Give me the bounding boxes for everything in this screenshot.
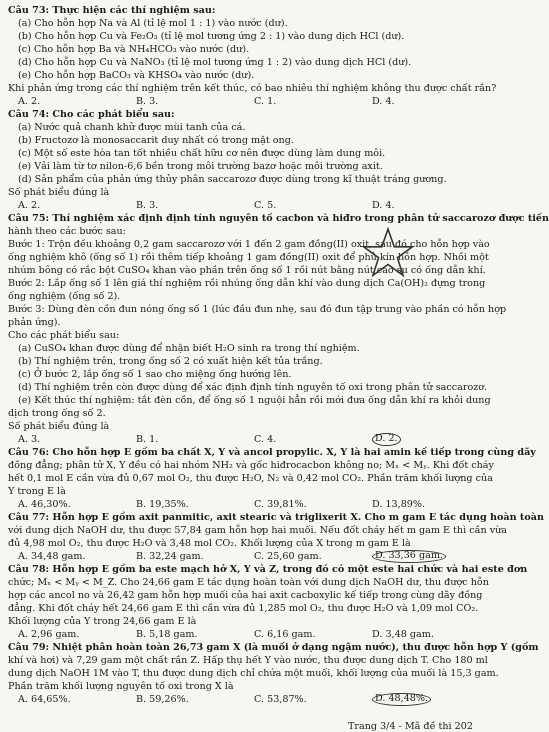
page-footer: Trang 3/4 - Mã đề thi 202 <box>347 721 473 732</box>
options <box>8 433 478 446</box>
statement: (b) Fructozơ là monosaccarit duy nhất có trong mật ong. <box>18 135 294 146</box>
question-title: Câu 73: Thực hiện các thí nghiệm sau: <box>8 5 216 16</box>
option-b: B. 3. <box>136 200 159 211</box>
step: Bước 3: Dùng đèn cồn đun nóng ống số 1 (lúc đầu đun nhẹ, sau đó đun tập trung vào phần có hỗn hợp <box>8 304 507 315</box>
option-a: A. 3. <box>18 434 41 445</box>
question-text: đẳng. Khi đốt cháy hết 24,66 gam E thì cần vừa đủ 1,285 mol O₂, thu được H₂O và 1,09 mol CO₂. <box>8 603 479 614</box>
question-76 <box>8 446 536 511</box>
question-prompt: Số phát biểu đúng là <box>8 421 110 432</box>
statement: (c) Một số este hòa tan tốt nhiều chất hữu cơ nên được dùng làm dung môi. <box>18 148 386 159</box>
statement: (d) Cho hỗn hợp Cu và NaNO₃ (tỉ lệ mol tương ứng 1 : 2) vào dung dịch HCl (dư). <box>18 57 412 68</box>
step: ống nghiệm khô (ống số 1) rồi thêm tiếp khoảng 1 gam đồng(II) oxit để phủ kín hỗn hợp. Nhồi một <box>8 252 489 263</box>
option-d: D. 2. <box>372 433 401 446</box>
handdrawn-star-icon <box>362 226 414 278</box>
statement: (e) Kết thúc thí nghiệm: tắt đèn cồn, để ống số 1 nguội hẳn rồi mới đưa ống dẫn khí ra khỏi dung <box>18 395 491 406</box>
option-d: D. 48,48%. <box>372 693 431 706</box>
question-prompt: Số phát biểu đúng là <box>8 187 110 198</box>
question-title-cont: hành theo các bước sau: <box>8 226 126 237</box>
statement: (a) CuSO₄ khan được dùng để nhận biết H₂O sinh ra trong thí nghiệm. <box>18 343 360 354</box>
statement: (e) Cho hỗn hợp BaCO₃ và KHSO₄ vào nước (dư). <box>18 70 255 81</box>
option-c: C. 39,81%. <box>254 499 307 510</box>
question-text: Y trong E là <box>8 486 66 497</box>
question-text: Câu 78: Hỗn hợp E gồm ba este mạch hở X, Y và Z, trong đó có một este hai chức và hai este đơn <box>8 564 528 575</box>
question-79 <box>8 641 539 706</box>
option-b: B. 19,35%. <box>136 499 189 510</box>
options <box>8 498 478 511</box>
option-c: C. 53,87%. <box>254 694 307 705</box>
question-text: Câu 77: Hỗn hợp E gồm axit panmitic, axit stearic và triglixerit X. Cho m gam E tác dụng hoàn toàn <box>8 512 544 523</box>
question-text: đủ 4,98 mol O₂, thu được H₂O và 3,48 mol CO₂. Khối lượng của X trong m gam E là <box>8 538 411 549</box>
option-b: B. 59,26%. <box>136 694 189 705</box>
intro: Cho các phát biểu sau: <box>8 330 120 341</box>
question-78 <box>8 563 528 641</box>
step: Bước 2: Lắp ống số 1 lên giá thí nghiệm rồi nhúng ống dẫn khí vào dung dịch Ca(OH)₂ đựng trong <box>8 278 486 289</box>
statement: (b) Cho hỗn hợp Cu và Fe₂O₃ (tỉ lệ mol tương ứng 2 : 1) vào dung dịch HCl (dư). <box>18 31 405 42</box>
question-74 <box>8 108 478 212</box>
option-d: D. 33,36 gam. <box>372 550 446 563</box>
question-prompt: Khi phản ứng trong các thí nghiệm trên kết thúc, có bao nhiêu thí nghiệm không thu được chất rắn? <box>8 83 497 94</box>
question-text: chức; Mₓ < Mᵧ < M_Z. Cho 24,66 gam E tác dụng hoàn toàn với dung dịch NaOH dư, thu được hỗn <box>8 577 489 588</box>
question-text: dung dịch NaOH 1M vào T, thu được dung dịch chỉ chứa một muối, khối lượng của muối là 15,3 gam. <box>8 668 499 679</box>
question-text: Khối lượng của Y trong 24,66 gam E là <box>8 616 197 627</box>
exam-page <box>8 4 549 728</box>
option-b: B. 5,18 gam. <box>136 629 198 640</box>
option-a: A. 46,30%. <box>18 499 71 510</box>
question-title: Câu 74: Cho các phát biểu sau: <box>8 109 175 120</box>
option-a: A. 2,96 gam. <box>18 629 80 640</box>
option-a: A. 34,48 gam. <box>18 551 86 562</box>
option-a: A. 2. <box>18 96 41 107</box>
option-d: D. 13,89%. <box>372 499 426 510</box>
options <box>8 628 478 641</box>
question-text: khí và hơi) và 7,29 gam một chất rắn Z. Hấp thụ hết Y vào nước, thu được dung dịch T. Cho 180 ml <box>8 655 488 666</box>
question-text: Câu 76: Cho hỗn hợp E gồm ba chất X, Y và ancol propylic. X, Y là hai amin kế tiếp trong cùng dãy <box>8 447 536 458</box>
question-77 <box>8 511 544 563</box>
option-a: A. 2. <box>18 200 41 211</box>
option-d: D. 4. <box>372 96 395 107</box>
statement: (b) Thí nghiệm trên, trong ống số 2 có xuất hiện kết tủa trắng. <box>18 356 323 367</box>
option-b: B. 1. <box>136 434 159 445</box>
option-b: B. 32,24 gam. <box>136 551 204 562</box>
option-b: B. 3. <box>136 96 159 107</box>
question-text: hợp các ancol no và 26,42 gam hỗn hợp muối của hai axit cacboxylic kế tiếp trong cùng dãy đồng <box>8 590 483 601</box>
options <box>8 550 478 563</box>
step: nhúm bông có rắc bột CuSO₄ khan vào phần trên ống số 1 rồi nút bằng nút cao su có ống dẫn khí. <box>8 265 486 276</box>
question-text: Phần trăm khối lượng nguyên tố oxi trong X là <box>8 681 234 692</box>
option-c: C. 5. <box>254 200 277 211</box>
question-text: hết 0,1 mol E cần vừa đủ 0,67 mol O₂, thu được H₂O, N₂ và 0,42 mol CO₂. Phần trăm khối lượng của <box>8 473 493 484</box>
question-text: đồng đẳng; phân tử X, Y đều có hai nhóm NH₂ và gốc hiđrocacbon không no; Mₓ < Mᵧ. Khi đốt cháy <box>8 460 494 471</box>
option-a: A. 64,65%. <box>18 694 71 705</box>
statement: (a) Cho hỗn hợp Na và Al (tỉ lệ mol 1 : 1) vào nước (dư). <box>18 18 288 29</box>
option-c: C. 1. <box>254 96 277 107</box>
option-d: D. 4. <box>372 200 395 211</box>
question-text: Câu 79: Nhiệt phân hoàn toàn 26,73 gam X (là muối ở dạng ngậm nước), thu được hỗn hợp Y (gồm <box>8 642 539 653</box>
question-73 <box>8 4 497 108</box>
statement: (c) Ở bước 2, lắp ống số 1 sao cho miệng ống hướng lên. <box>18 369 292 380</box>
options <box>8 199 478 212</box>
statement-cont: dịch trong ống số 2. <box>8 408 106 419</box>
statement: (c) Cho hỗn hợp Ba và NH₄HCO₃ vào nước (dư). <box>18 44 250 55</box>
options <box>8 95 478 108</box>
statement: (d) Thí nghiệm trên còn được dùng để xác định định tính nguyên tố oxi trong phân tử saccarozơ. <box>18 382 488 393</box>
statement: (d) Sản phẩm của phản ứng thủy phân saccarozơ được dùng trong kĩ thuật tráng gương. <box>18 174 447 185</box>
statement: (a) Nước quả chanh khử được mùi tanh của cá. <box>18 122 246 133</box>
step: Bước 1: Trộn đều khoảng 0,2 gam saccarozơ với 1 đến 2 gam đồng(II) oxit, sau đó cho hỗn hợp vào <box>8 239 490 250</box>
question-title: Câu 75: Thí nghiệm xác định định tính nguyên tố cacbon và hiđro trong phân tử saccarozơ được tiến <box>8 213 549 224</box>
statement: (e) Vải làm từ tơ nilon-6,6 bền trong môi trường bazơ hoặc môi trường axit. <box>18 161 383 172</box>
options <box>8 693 478 706</box>
option-c: C. 4. <box>254 434 277 445</box>
option-c: C. 6,16 gam. <box>254 629 316 640</box>
option-d: D. 3,48 gam. <box>372 629 434 640</box>
question-text: với dung dịch NaOH dư, thu được 57,84 gam hỗn hợp hai muối. Nếu đốt cháy hết m gam E thì cần vừa <box>8 525 508 536</box>
option-c: C. 25,60 gam. <box>254 551 322 562</box>
step: phản ứng). <box>8 317 61 328</box>
step: ống nghiệm (ống số 2). <box>8 291 121 302</box>
